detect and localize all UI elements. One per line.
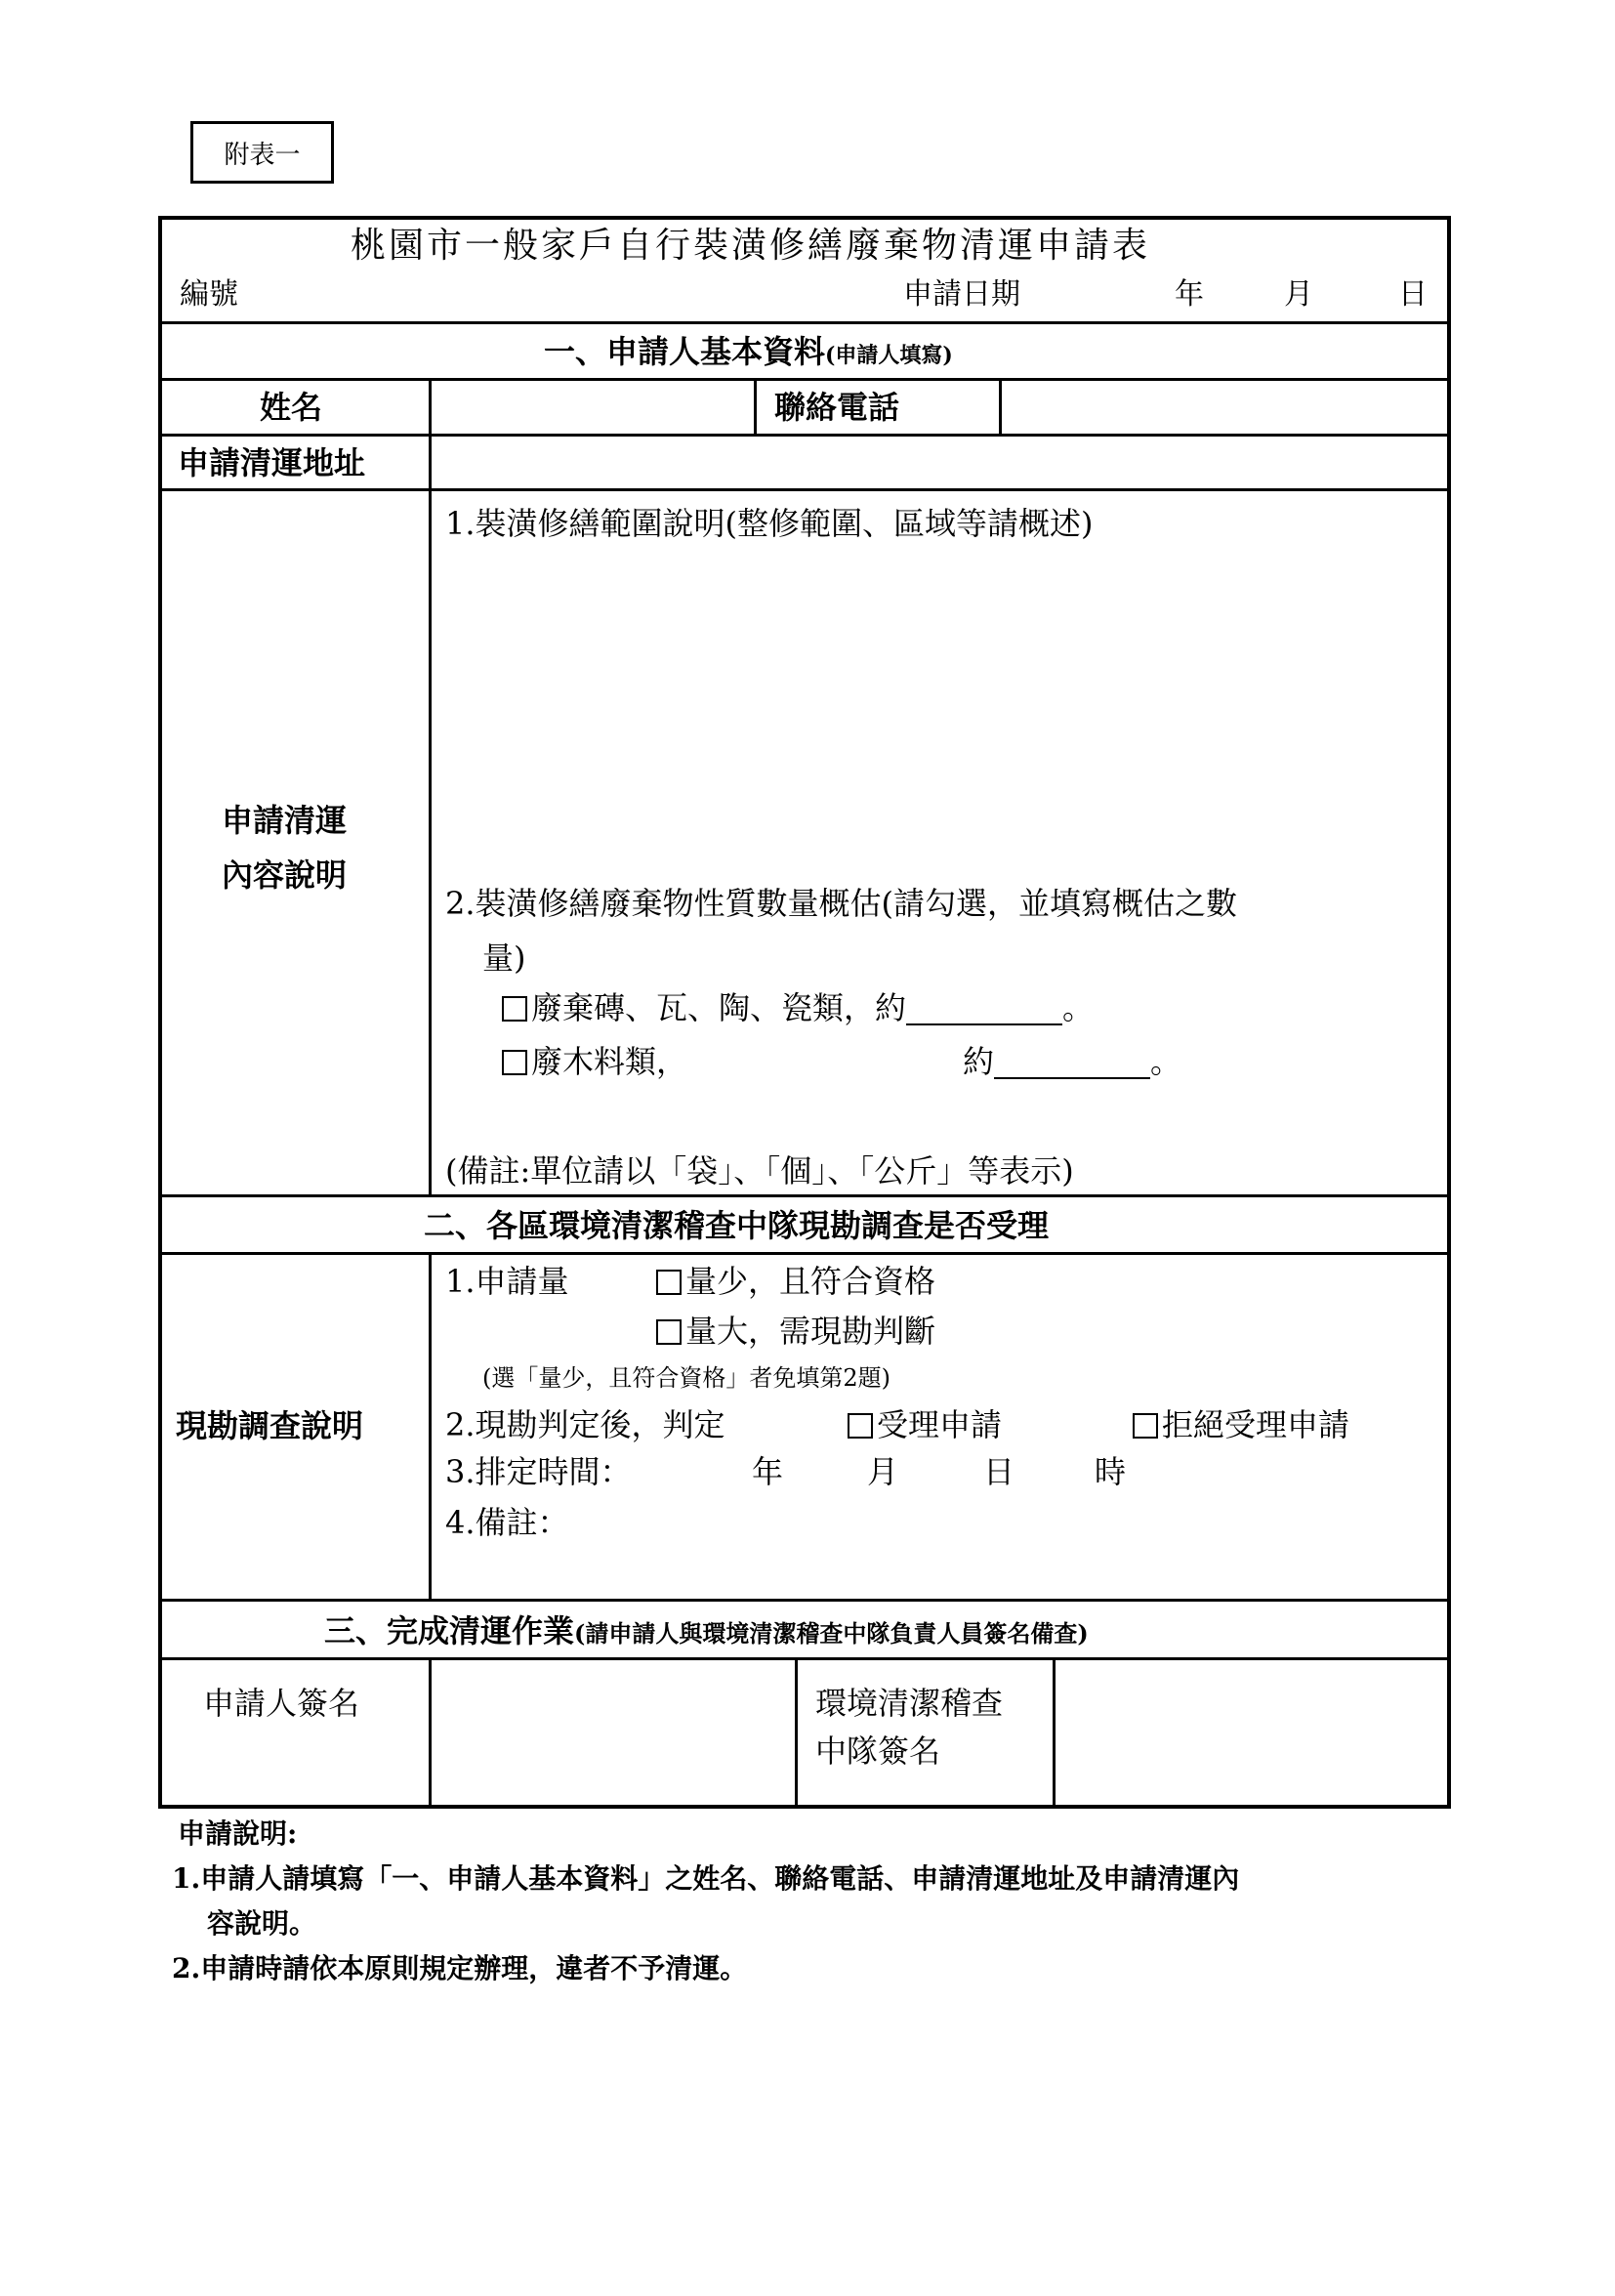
schedule-hour-label: 時 xyxy=(1095,1453,1127,1490)
option-wood-quantity xyxy=(963,1043,1182,1080)
appendix-tag-label: 附表一 xyxy=(224,140,301,170)
row-divider xyxy=(158,434,1451,437)
schedule-day-label: 日 xyxy=(983,1453,1015,1490)
section3-heading xyxy=(324,1612,1089,1649)
instructions-heading: 申請說明: xyxy=(178,1817,298,1850)
amount-note: (選「量少，且符合資格」者免填第2題) xyxy=(482,1364,890,1392)
amount-small-checkbox[interactable] xyxy=(656,1270,682,1295)
column-divider xyxy=(429,378,432,1194)
row-divider xyxy=(158,321,1451,324)
address-label: 申請清運地址 xyxy=(178,444,366,481)
team-signature-label-line1: 環境清潔稽查 xyxy=(815,1685,1004,1722)
wood-quantity-blank[interactable] xyxy=(994,1046,1150,1079)
amount-large-text: 量大，需現勘判斷 xyxy=(685,1313,936,1350)
applicant-signature-label: 申請人簽名 xyxy=(203,1685,360,1722)
amount-large-checkbox[interactable] xyxy=(656,1319,682,1345)
scope-description-item: 1.裝潢修繕範圍說明(整修範圍、區域等請概述) xyxy=(445,505,1094,542)
accept-text: 受理申請 xyxy=(877,1406,1003,1443)
serial-number-label: 編號 xyxy=(180,277,238,312)
appendix-tag xyxy=(190,121,334,184)
date-year-label: 年 xyxy=(1175,277,1204,312)
name-label: 姓名 xyxy=(260,389,323,426)
wood-checkbox[interactable] xyxy=(502,1050,527,1075)
date-day-label: 日 xyxy=(1398,277,1428,312)
address-field[interactable] xyxy=(434,438,1445,486)
wood-approx-label: 約 xyxy=(963,1043,995,1080)
schedule-month-label: 月 xyxy=(867,1453,899,1490)
brick-tile-text: 廢棄磚、瓦、陶、瓷類，約 xyxy=(531,989,907,1026)
waste-estimate-item-line2: 量) xyxy=(482,939,526,977)
phone-label: 聯絡電話 xyxy=(774,389,900,426)
section1-heading xyxy=(544,333,953,370)
instruction-item1-line1: 1.申請人請填寫「一、申請人基本資料」之姓名、聯絡電話、申請清運地址及申請清運內 xyxy=(172,1862,1240,1895)
row-divider xyxy=(158,1252,1451,1255)
reject-checkbox[interactable] xyxy=(1133,1413,1158,1439)
amount-large-option xyxy=(656,1313,936,1350)
section1-heading-text: 一、申請人基本資料 xyxy=(544,333,826,370)
section3-heading-text: 三、完成清運作業 xyxy=(324,1612,575,1649)
reject-option xyxy=(1133,1406,1350,1443)
section2-heading: 二、各區環境清潔稽查中隊現勘調查是否受理 xyxy=(424,1207,1050,1244)
option-wood xyxy=(502,1043,688,1080)
brick-tile-period: 。 xyxy=(1062,989,1095,1026)
team-signature-field[interactable] xyxy=(1057,1662,1445,1805)
content-label-line1: 申請清運 xyxy=(222,802,348,839)
application-date-label: 申請日期 xyxy=(903,277,1020,312)
wood-text: 廢木料類， xyxy=(531,1043,688,1080)
date-month-label: 月 xyxy=(1284,277,1313,312)
team-signature-label-line2: 中隊簽名 xyxy=(815,1732,941,1770)
content-label-line2: 內容說明 xyxy=(222,856,348,894)
decision-item-prefix: 2.現勘判定後，判定 xyxy=(445,1406,725,1443)
column-divider xyxy=(999,378,1002,434)
column-divider xyxy=(1053,1657,1056,1809)
amount-small-option xyxy=(656,1263,936,1300)
column-divider xyxy=(795,1657,798,1809)
column-divider xyxy=(429,1252,432,1599)
schedule-item-prefix: 3.排定時間： xyxy=(445,1453,632,1490)
applicant-signature-field[interactable] xyxy=(434,1662,793,1805)
unit-note: (備註:單位請以「袋」、「個」、「公斤」等表示) xyxy=(445,1152,1074,1190)
amount-item-prefix: 1.申請量 xyxy=(445,1263,569,1300)
row-divider xyxy=(158,378,1451,381)
phone-field[interactable] xyxy=(1004,382,1445,432)
waste-estimate-item-line1: 2.裝潢修繕廢棄物性質數量概估(請勾選，並填寫概估之數 xyxy=(445,885,1238,922)
form-title: 桃園市一般家戶自行裝潢修繕廢棄物清運申請表 xyxy=(351,226,1151,266)
column-divider xyxy=(429,1657,432,1809)
schedule-year-label: 年 xyxy=(752,1453,784,1490)
accept-checkbox[interactable] xyxy=(848,1413,873,1439)
row-divider xyxy=(158,488,1451,491)
row-divider xyxy=(158,1599,1451,1602)
instruction-item2: 2.申請時請依本原則規定辦理，違者不予清運。 xyxy=(172,1952,748,1984)
name-field[interactable] xyxy=(434,382,752,432)
scope-description-area[interactable] xyxy=(445,547,1441,869)
amount-small-text: 量少，且符合資格 xyxy=(685,1263,936,1300)
instruction-item1-line2: 容說明。 xyxy=(207,1907,317,1940)
reject-text: 拒絕受理申請 xyxy=(1162,1406,1350,1443)
row-divider xyxy=(158,1657,1451,1660)
accept-option xyxy=(848,1406,1003,1443)
remarks-item: 4.備註： xyxy=(445,1504,569,1541)
wood-period: 。 xyxy=(1150,1043,1182,1080)
row-divider xyxy=(158,1194,1451,1197)
brick-tile-checkbox[interactable] xyxy=(502,996,527,1022)
brick-tile-quantity-blank[interactable] xyxy=(906,992,1062,1025)
section3-heading-note: (請申請人與環境清潔稽查中隊負責人員簽名備查) xyxy=(574,1619,1089,1648)
section1-heading-note: (申請人填寫) xyxy=(825,343,953,368)
inspection-label: 現勘調查說明 xyxy=(176,1407,364,1444)
column-divider xyxy=(754,378,757,434)
option-brick-tile xyxy=(502,989,1095,1026)
